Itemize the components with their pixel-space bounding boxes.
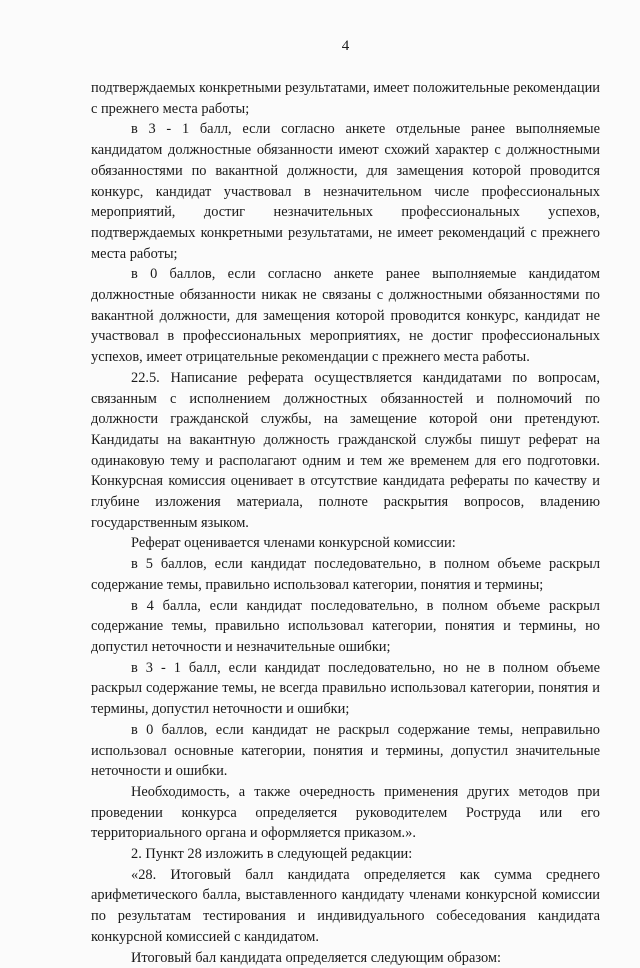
paragraph: в 3 - 1 балл, если согласно анкете отдельные ранее выполняемые кандидатом должностные обязанности имеют схожий характер с должностными обязанностями по вакантной должности, для замещения которой проводится конкурс, кандидат участвовал в незначительном числе профессиональных мероприятий, достиг незначительных профессиональных успехов, подтверждаемых конкретными результатами, не имеет рекомендаций с прежнего места работы; bbox=[91, 121, 600, 262]
paragraph: в 4 балла, если кандидат последовательно, в полном объеме раскрыл содержание темы, правильно использовал категории, понятия и термины, но допустил неточности и незначительные ошибки; bbox=[91, 597, 600, 655]
paragraph: в 0 баллов, если кандидат не раскрыл содержание темы, неправильно использовал основные категории, понятия и термины, допустил значительные неточности и ошибки. bbox=[91, 721, 600, 780]
paragraph: 2. Пункт 28 изложить в следующей редакции: bbox=[131, 846, 413, 863]
page-number: 4 bbox=[341, 38, 350, 54]
paragraph: «28. Итоговый балл кандидата определяется как сумма среднего арифметического балла, выставленного кандидату членами конкурсной комиссии по результатам тестирования и индивидуального собеседования кандидата конкурсной комиссией с кандидатом. bbox=[91, 866, 600, 945]
paragraph: в 0 баллов, если согласно анкете ранее выполняемые кандидатом должностные обязанности никак не связаны с должностными обязанностями по вакантной должности, для замещения которой проводится конкурс, кандидат не участвовал в профессиональных мероприятиях, не достиг профессиональных успехов, имеет отрицательные рекомендации с прежнего места работы. bbox=[91, 266, 600, 366]
paragraph: в 5 баллов, если кандидат последовательно, в полном объеме раскрыл содержание темы, правильно использовал категории, понятия и термины; bbox=[91, 556, 600, 593]
paragraph: в 3 - 1 балл, если кандидат последовательно, но не в полном объеме раскрыл содержание темы, не всегда правильно использовал категории, понятия и термины, допустил неточности и ошибки; bbox=[91, 659, 600, 718]
paragraph: Итоговый бал кандидата определяется следующим образом: bbox=[131, 949, 501, 966]
paragraph: Необходимость, а также очередность применения других методов при проведении конкурса определяется руководителем Роструда или его территориального органа и оформляется приказом.». bbox=[91, 783, 600, 842]
paragraph: 22.5. Написание реферата осуществляется кандидатами по вопросам, связанным с исполнением должностных обязанностей и полномочий по должности гражданской службы, на замещение которой они претендуют. Кандидаты на вакантную должность гражданской службы пишут реферат на одинаковую тему и располагают одним и тем же временем для его подготовки. Конкурсная комиссия оценивает в отсутствие кандидата рефераты по качеству и глубине изложения материала, полноте раскрытия вопросов, владению государственным языком. bbox=[91, 369, 600, 531]
paragraph: подтверждаемых конкретными результатами, имеет положительные рекомендации с прежнего места работы; bbox=[91, 80, 600, 117]
paragraph: Реферат оценивается членами конкурсной комиссии: bbox=[131, 535, 456, 552]
